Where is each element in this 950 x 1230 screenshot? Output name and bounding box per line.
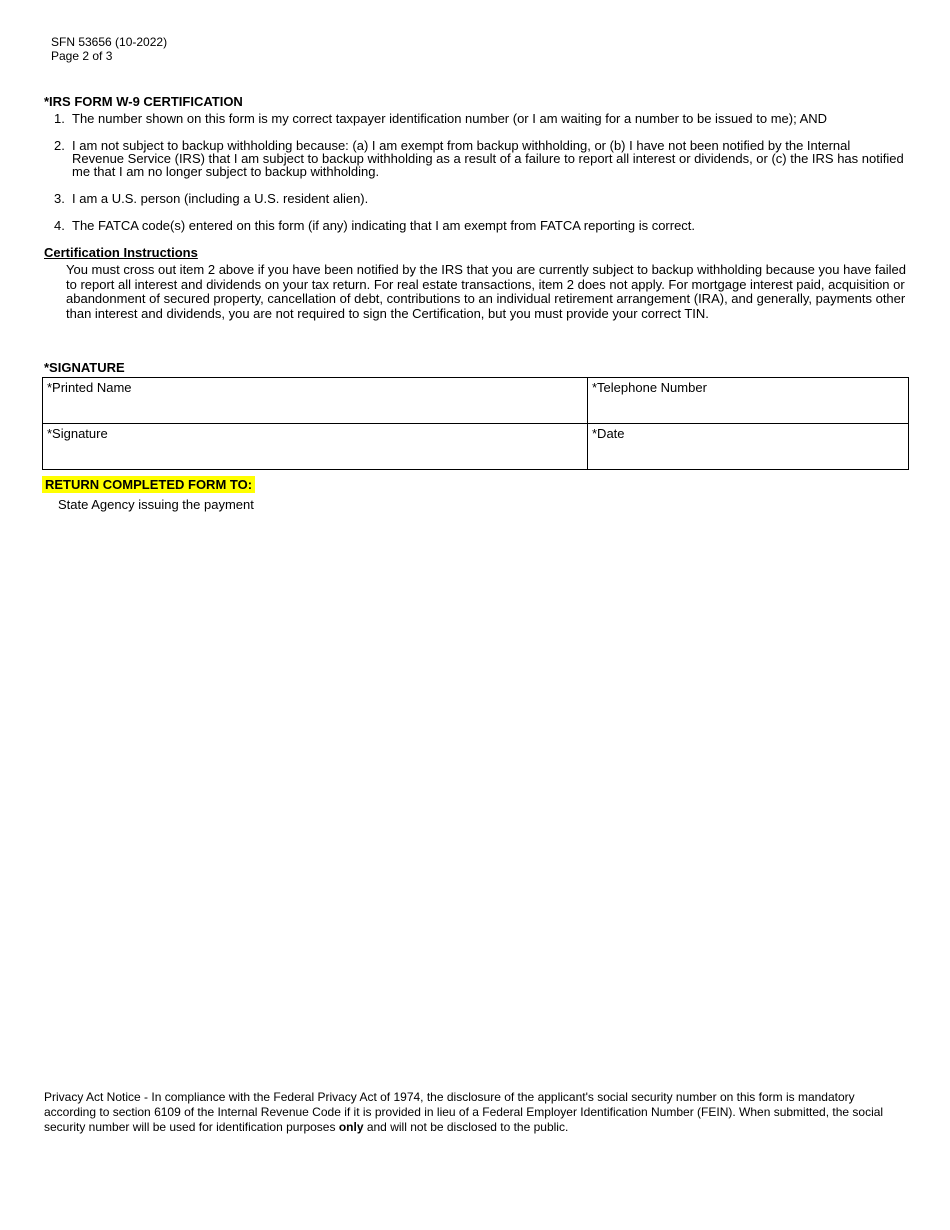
privacy-notice xyxy=(44,1090,904,1135)
certification-item-4 xyxy=(54,219,904,232)
signature-title: *SIGNATURE xyxy=(44,360,125,375)
privacy-text: Privacy Act Notice - In compliance with the Federal Privacy Act of 1974, the disclosure of the applicant's social security number on this form is mandatory according to section 6109 of the Internal Revenue Code if it is provided in lieu of a Federal Employer Identification Number (FEIN). When submitted, the social security number will be used for identification purposes xyxy=(44,1090,884,1134)
item-number: 4. xyxy=(54,218,65,233)
privacy-text-end: and will not be disclosed to the public. xyxy=(363,1120,569,1134)
signature-table xyxy=(42,377,909,470)
item-number: 1. xyxy=(54,111,65,126)
return-value: State Agency issuing the payment xyxy=(58,497,254,512)
page-number: Page 2 of 3 xyxy=(51,49,113,63)
form-header xyxy=(51,35,167,63)
item-text: The number shown on this form is my correct taxpayer identification number (or I am waiting for a number to be issued to me); AND xyxy=(72,111,828,126)
certification-item-1 xyxy=(54,112,904,125)
certification-item-2 xyxy=(54,139,904,178)
date-field[interactable] xyxy=(588,424,909,470)
telephone-label: *Telephone Number xyxy=(592,380,707,395)
privacy-bold: only xyxy=(338,1120,364,1134)
item-number: 3. xyxy=(54,191,65,206)
return-label: RETURN COMPLETED FORM TO: xyxy=(42,476,255,493)
signature-label: *Signature xyxy=(47,426,108,441)
telephone-field[interactable] xyxy=(588,378,909,424)
instructions-title: Certification Instructions xyxy=(44,245,198,260)
form-number: SFN 53656 (10-2022) xyxy=(51,35,168,49)
certification-title: *IRS FORM W-9 CERTIFICATION xyxy=(44,94,243,109)
item-number: 2. xyxy=(54,138,65,153)
item-text: The FATCA code(s) entered on this form (if any) indicating that I am exempt from FATCA reporting is correct. xyxy=(72,218,696,233)
date-label: *Date xyxy=(592,426,625,441)
printed-name-label: *Printed Name xyxy=(47,380,132,395)
item-text: I am not subject to backup withholding because: (a) I am exempt from backup withholding, or (b) I have not been notified by the Internal Revenue Service (IRS) that I am subject to backup withholding as a result of a failure to report all interest or dividends, or (c) the IRS has notified me that I am no longer subject to backup withholding. xyxy=(72,138,904,179)
printed-name-field[interactable] xyxy=(43,378,588,424)
signature-field[interactable] xyxy=(43,424,588,470)
instructions-body: You must cross out item 2 above if you have been notified by the IRS that you are currently subject to backup withholding because you have failed to report all interest and dividends on your tax return. For real estate transactions, item 2 does not apply. For mortgage interest paid, acquisition or abandonment of secured property, cancellation of debt, contributions to an individual retirement arrangement (IRA), and generally, payments other than interest and dividends, you are not required to sign the Certification, but you must provide your correct TIN. xyxy=(66,262,906,321)
certification-list xyxy=(54,112,904,246)
certification-item-3 xyxy=(54,192,904,205)
item-text: I am a U.S. person (including a U.S. resident alien). xyxy=(72,191,369,206)
